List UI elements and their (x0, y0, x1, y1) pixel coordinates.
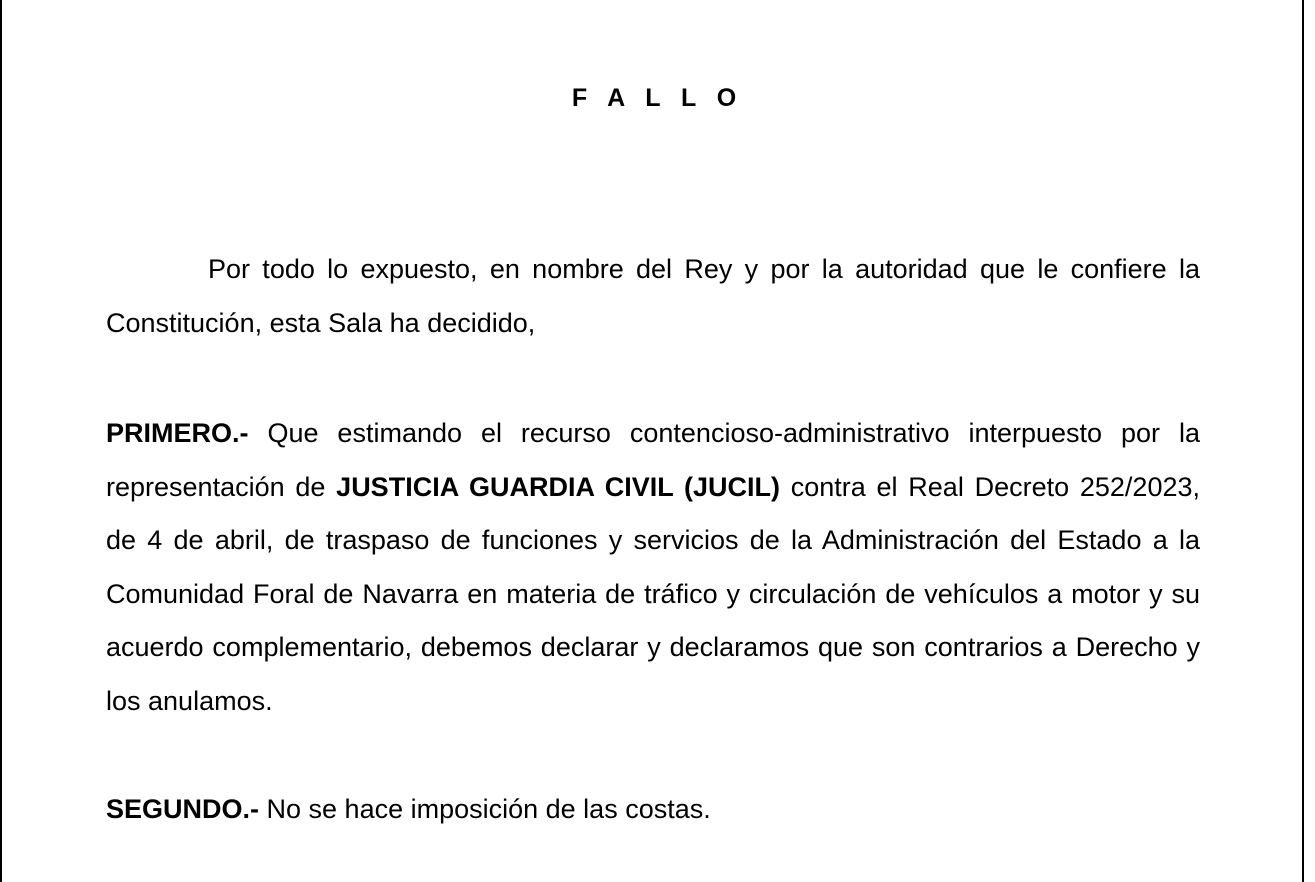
primero-text-1: Que estimando el recurso contencioso-administrativo interpuesto por la representación de (106, 418, 1200, 502)
primero-paragraph (106, 407, 1200, 728)
party-name: JUSTICIA GUARDIA CIVIL (JUCIL) (336, 471, 780, 502)
primero-text-2: contra el Real Decreto 252/2023, de 4 de abril, de traspaso de funciones y servicios de la Administración del Estado a la Comunidad Foral de Navarra en materia de tráfico y circulación de vehículos a motor y su acuerdo complementario, debemos declarar y declaramos que son contrarios a Derecho y los anulamos. (106, 471, 1200, 716)
intro-paragraph: Por todo lo expuesto, en nombre del Rey y por la autoridad que le confiere la Constitución, esta Sala ha decidido, (106, 254, 1200, 338)
segundo-label: SEGUNDO.- (106, 794, 260, 824)
document-title: F A L L O (571, 84, 744, 112)
segundo-paragraph (106, 783, 1200, 837)
segundo-text: No se hace imposición de las costas. (259, 794, 711, 824)
primero-label: PRIMERO.- (106, 418, 249, 448)
